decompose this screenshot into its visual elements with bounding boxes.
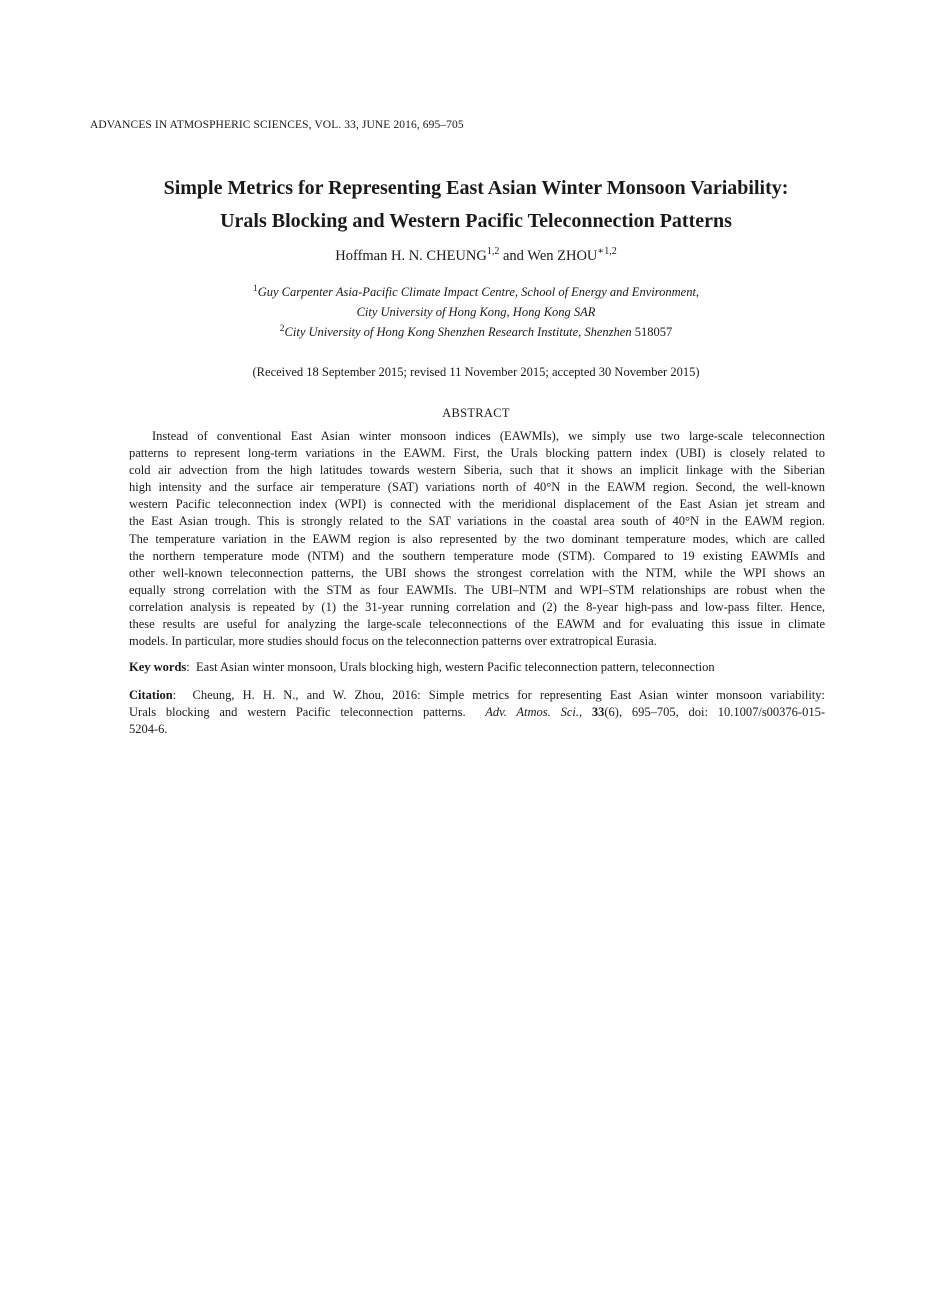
keywords-label: Key words xyxy=(129,660,187,674)
paper-title xyxy=(60,172,892,238)
affiliation-number: 1 xyxy=(252,284,258,294)
citation-journal: Adv. Atmos. Sci. xyxy=(485,705,579,720)
title-line-1: Simple Metrics for Representing East Asian Winter Monsoon Variability: xyxy=(163,177,789,199)
author-affiliation-mark: 1,2 xyxy=(486,246,500,257)
affiliation-2 xyxy=(60,322,892,342)
abstract-line: the northern temperature mode (NTM) and the southern temperature mode (STM). Compared to 19 existing EAWMIs and xyxy=(129,548,825,563)
affiliation-number: 2 xyxy=(279,324,285,334)
author-name: Wen ZHOU xyxy=(527,248,598,264)
abstract-line: high intensity and the surface air temperature (SAT) variations north of 40°N in the EAWM region. Second, the well-known xyxy=(129,480,825,495)
citation-line-2: Urals blocking and western Pacific teleconnection patterns. Adv. Atmos. Sci., 33(6), 695–705, doi: 10.1007/s00376-015- xyxy=(129,705,826,720)
affiliation-zip: 518057 xyxy=(634,325,673,339)
keywords-text: East Asian winter monsoon, Urals blocking high, western Pacific teleconnection pattern, teleconnection xyxy=(196,660,715,674)
affiliation-text: City University of Hong Kong, Hong Kong SAR xyxy=(356,305,596,319)
running-header: ADVANCES IN ATMOSPHERIC SCIENCES, VOL. 33, JUNE 2016, 695–705 xyxy=(90,119,464,131)
abstract-line: other well-known teleconnection patterns, the UBI shows the strongest correlation with the NTM, while the WPI shows an xyxy=(129,565,825,580)
author-list xyxy=(60,248,892,265)
citation xyxy=(129,687,825,738)
abstract-line: Instead of conventional East Asian winter monsoon indices (EAWMIs), we simply use two large-scale teleconnection xyxy=(152,429,825,443)
citation-volume: 33 xyxy=(591,705,605,720)
abstract-line: cold air advection from the high latitudes towards western Siberia, such that it shows an implicit linkage with the Siberian xyxy=(129,463,825,478)
citation-label: Citation xyxy=(129,688,173,702)
author-name: Hoffman H. N. CHEUNG xyxy=(335,248,487,264)
citation-line-3: 5204-6. xyxy=(129,722,168,737)
abstract-line: models. In particular, more studies should focus on the teleconnection patterns over extratropical Eurasia. xyxy=(129,634,657,649)
abstract-body xyxy=(129,428,825,650)
title-line-2: Urals Blocking and Western Pacific Teleconnection Patterns xyxy=(220,210,732,232)
abstract-line: equally strong correlation with the STM as four EAWMIs. The UBI–NTM and WPI–STM relationships are robust when the xyxy=(129,582,825,597)
abstract-line: The temperature variation in the EAWM region is also represented by the two dominant temperature modes, which are called xyxy=(129,531,825,546)
abstract-line: the East Asian trough. This is strongly related to the SAT variations in the coastal area south of 40°N in the EAWM region. xyxy=(129,514,825,529)
affiliation-text: City University of Hong Kong Shenzhen Research Institute, Shenzhen xyxy=(284,325,632,339)
abstract-heading: ABSTRACT xyxy=(442,406,510,420)
citation-line-1: Citation: Cheung, H. H. N., and W. Zhou, 2016: Simple metrics for representing East Asian winter monsoon variability: xyxy=(129,688,825,702)
affiliations xyxy=(60,282,892,342)
received-dates: (Received 18 September 2015; revised 11 November 2015; accepted 30 November 2015) xyxy=(252,365,700,379)
author-affiliation-mark: ∗1,2 xyxy=(597,246,617,257)
affiliation-text: Guy Carpenter Asia-Pacific Climate Impact Centre, School of Energy and Environment, xyxy=(257,285,700,299)
citation-text: Cheung, H. H. N., and W. Zhou, 2016: Simple metrics for representing East Asian winter monsoon variability: xyxy=(192,688,825,702)
abstract-line: western Pacific teleconnection index (WPI) is connected with the meridional displacement of the East Asian jet stream and xyxy=(129,497,825,512)
affiliation-1 xyxy=(60,282,892,302)
keywords: Key words: East Asian winter monsoon, Urals blocking high, western Pacific teleconnection pattern, teleconnection xyxy=(129,660,715,674)
abstract-line: these results are useful for analyzing the large-scale teleconnections of the EAWM and for evaluating this issue in climate xyxy=(129,617,825,632)
abstract-line: correlation analysis is repeated by (1) the 31-year running correlation and (2) the 8-year high-pass and low-pass filter. Hence, xyxy=(129,599,825,614)
citation-text: (6), 695–705, doi: 10.1007/s00376-015- xyxy=(604,705,826,720)
affiliation-1-cont xyxy=(60,302,892,322)
author-joiner: and xyxy=(502,248,524,264)
abstract-line: patterns to represent long-term variations in the EAWM. First, the Urals blocking pattern index (UBI) is closely related to xyxy=(129,446,825,461)
citation-text: Urals blocking and western Pacific teleconnection patterns. xyxy=(129,705,466,720)
